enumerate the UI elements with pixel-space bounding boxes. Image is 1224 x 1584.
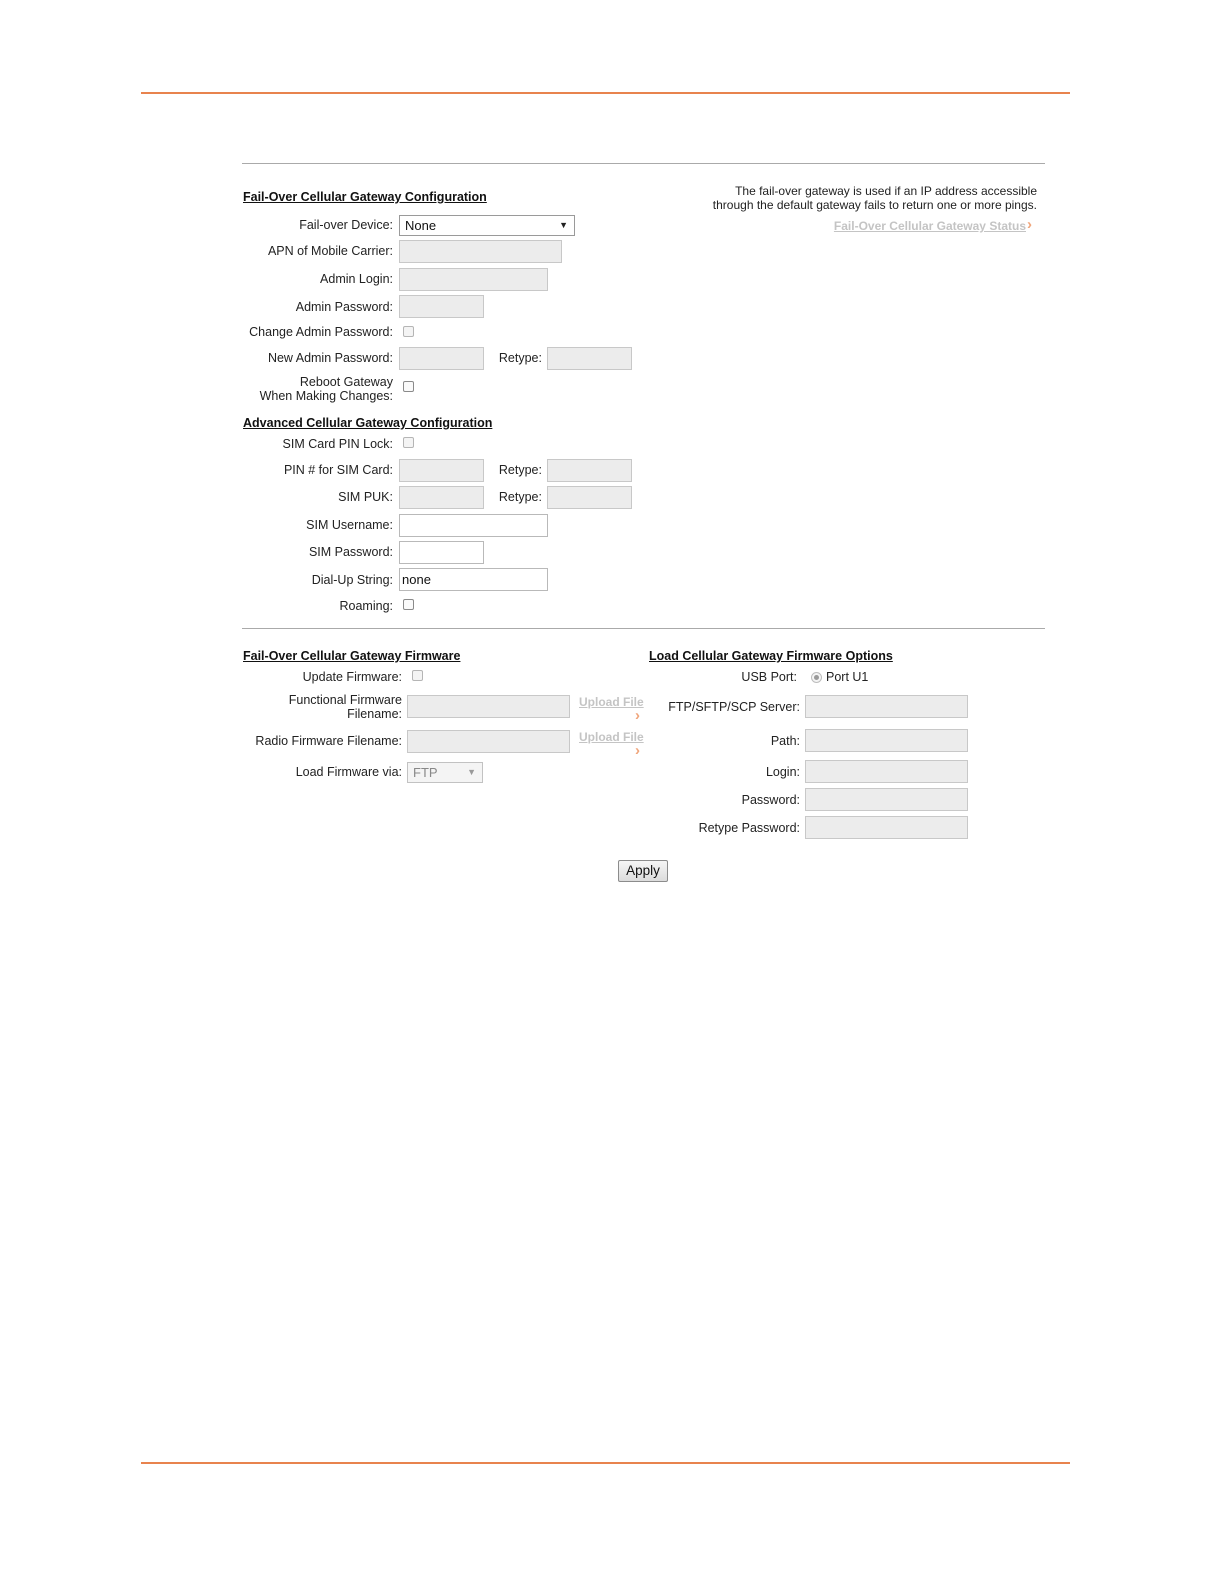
- admin-password-label: Admin Password:: [295, 300, 393, 314]
- failover-config-heading: Fail-Over Cellular Gateway Configuration: [243, 190, 487, 204]
- load-firmware-via-label: Load Firmware via:: [295, 765, 402, 779]
- new-admin-password-retype-label: Retype:: [498, 351, 542, 365]
- change-admin-password-checkbox[interactable]: [403, 326, 414, 337]
- load-firmware-via-select[interactable]: [407, 762, 483, 783]
- section-divider-top: [242, 163, 1045, 164]
- failover-info-line1: The fail-over gateway is used if an IP address accessible: [735, 184, 1037, 198]
- advanced-config-heading: Advanced Cellular Gateway Configuration: [243, 416, 493, 430]
- functional-upload-link[interactable]: Upload File: [579, 695, 644, 709]
- server-input[interactable]: [805, 695, 968, 718]
- radio-firmware-label: Radio Firmware Filename:: [255, 734, 402, 748]
- sim-pin-input[interactable]: [399, 459, 484, 482]
- failover-info-text: [713, 184, 1037, 212]
- path-label: Path:: [770, 734, 800, 748]
- update-firmware-label: Update Firmware:: [302, 670, 402, 684]
- update-firmware-checkbox[interactable]: [412, 670, 423, 681]
- retype-password-label: Retype Password:: [698, 821, 800, 835]
- triangle-down-icon: ▼: [559, 220, 568, 230]
- failover-device-select[interactable]: [399, 215, 575, 236]
- apn-input[interactable]: [399, 240, 562, 263]
- usb-port-radio[interactable]: [811, 672, 822, 683]
- sim-pin-lock-checkbox[interactable]: [403, 437, 414, 448]
- sim-pin-label: PIN # for SIM Card:: [283, 463, 393, 477]
- sim-username-label: SIM Username:: [306, 518, 393, 532]
- sim-password-label: SIM Password:: [308, 545, 393, 559]
- failover-device-label: Fail-over Device:: [299, 218, 393, 232]
- usb-port-value: Port U1: [826, 670, 869, 684]
- password-label: Password:: [741, 793, 800, 807]
- sim-pin-retype-label: Retype:: [498, 463, 542, 477]
- functional-firmware-label-line2: Filename:: [347, 707, 402, 721]
- sim-pin-lock-label: SIM Card PIN Lock:: [282, 437, 393, 451]
- footer-rule: [141, 1462, 1070, 1464]
- retype-password-input[interactable]: [805, 816, 968, 839]
- usb-port-label: USB Port:: [741, 670, 797, 684]
- login-label: Login:: [765, 765, 800, 779]
- roaming-label: Roaming:: [339, 599, 393, 613]
- dialup-string-input[interactable]: [399, 568, 548, 591]
- section-divider-firmware: [242, 628, 1045, 629]
- login-input[interactable]: [805, 760, 968, 783]
- new-admin-password-input[interactable]: [399, 347, 484, 370]
- reboot-label-line2: When Making Changes:: [259, 389, 393, 403]
- dialup-string-value: none: [402, 572, 431, 587]
- firmware-heading: Fail-Over Cellular Gateway Firmware: [243, 649, 461, 663]
- new-admin-password-label: New Admin Password:: [267, 351, 393, 365]
- reboot-label-line1: Reboot Gateway: [299, 375, 393, 389]
- new-admin-password-retype-input[interactable]: [547, 347, 632, 370]
- reboot-gateway-label: [260, 375, 393, 403]
- firmware-options-heading: Load Cellular Gateway Firmware Options: [649, 649, 893, 663]
- header-rule: [141, 92, 1070, 94]
- sim-username-input[interactable]: [399, 514, 548, 537]
- failover-status-link[interactable]: Fail-Over Cellular Gateway Status: [833, 219, 1026, 233]
- admin-password-input[interactable]: [399, 295, 484, 318]
- chevron-right-icon: ›: [635, 742, 640, 759]
- admin-login-label: Admin Login:: [320, 272, 393, 286]
- chevron-right-icon: ›: [635, 707, 640, 724]
- sim-puk-label: SIM PUK:: [338, 490, 393, 504]
- failover-device-value: None: [405, 218, 437, 233]
- path-input[interactable]: [805, 729, 968, 752]
- server-label: FTP/SFTP/SCP Server:: [668, 700, 800, 714]
- failover-info-line2: through the default gateway fails to return one or more pings.: [712, 198, 1037, 212]
- apn-label: APN of Mobile Carrier:: [267, 244, 393, 258]
- functional-firmware-input[interactable]: [407, 695, 570, 718]
- sim-password-input[interactable]: [399, 541, 484, 564]
- radio-upload-link[interactable]: Upload File: [579, 730, 644, 744]
- password-input[interactable]: [805, 788, 968, 811]
- chevron-right-icon: ›: [1027, 216, 1032, 233]
- sim-puk-retype-label: Retype:: [498, 490, 542, 504]
- sim-pin-retype-input[interactable]: [547, 459, 632, 482]
- reboot-gateway-checkbox[interactable]: [403, 381, 414, 392]
- sim-puk-retype-input[interactable]: [547, 486, 632, 509]
- load-firmware-via-value: FTP: [413, 765, 438, 780]
- triangle-down-icon: ▼: [467, 767, 476, 777]
- roaming-checkbox[interactable]: [403, 599, 414, 610]
- admin-login-input[interactable]: [399, 268, 548, 291]
- apply-button[interactable]: Apply: [618, 860, 668, 882]
- change-admin-password-label: Change Admin Password:: [249, 325, 393, 339]
- functional-firmware-label: [289, 693, 402, 721]
- functional-firmware-label-line1: Functional Firmware: [288, 693, 402, 707]
- dialup-string-label: Dial-Up String:: [311, 573, 393, 587]
- radio-firmware-input[interactable]: [407, 730, 570, 753]
- sim-puk-input[interactable]: [399, 486, 484, 509]
